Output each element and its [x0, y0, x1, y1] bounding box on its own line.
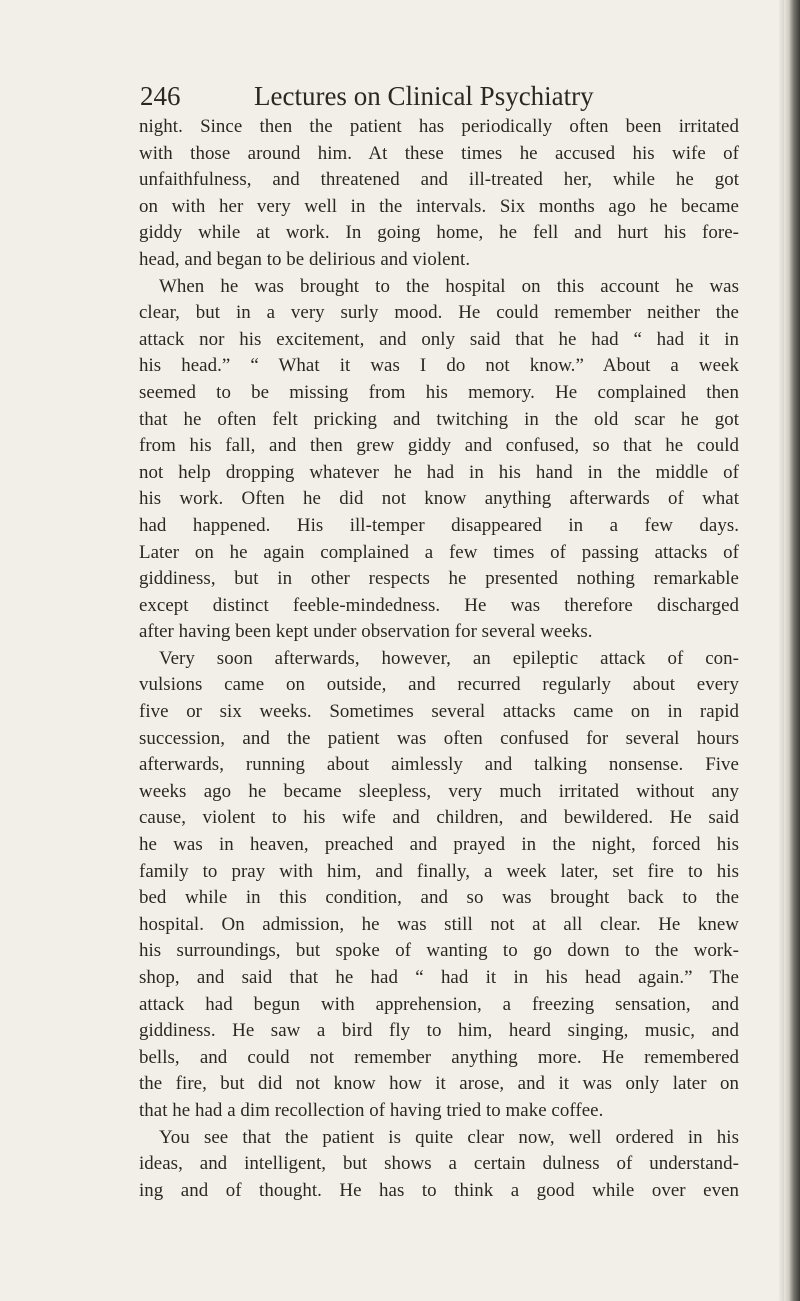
text-line: When he was brought to the hospital on this account he was [159, 275, 739, 297]
page-title: Lectures on Clinical Psychiatry [254, 81, 594, 111]
text-line: attack had begun with apprehension, a freezing sensation, and [139, 993, 739, 1015]
text-line: on with her very well in the intervals. Six months ago he became [139, 195, 739, 217]
text-line: that he had a dim recollection of having tried to make coffee. [139, 1099, 604, 1121]
text-line: the fire, but did not know how it arose, and it was only later on [139, 1073, 739, 1095]
text-line: he was in heaven, preached and prayed in the night, forced his [139, 834, 739, 856]
text-line: cause, violent to his wife and children, and bewildered. He said [139, 807, 739, 829]
text-line: head, and began to be delirious and violent. [139, 248, 471, 270]
page-number: 246 [140, 81, 181, 111]
text-line: from his fall, and then grew giddy and confused, so that he could [139, 435, 739, 457]
text-line: after having been kept under observation for several weeks. [139, 621, 593, 643]
text-line: vulsions came on outside, and recurred regularly about every [139, 674, 739, 696]
text-line: afterwards, running about aimlessly and talking nonsense. Five [139, 754, 739, 776]
text-line: unfaithfulness, and threatened and ill-treated her, while he got [139, 169, 739, 191]
text-line: ing and of thought. He has to think a good while over even [139, 1179, 739, 1201]
text-line: You see that the patient is quite clear now, well ordered in his [159, 1126, 739, 1148]
text-line: five or six weeks. Sometimes several attacks came on in rapid [139, 701, 739, 723]
text-line: his work. Often he did not know anything afterwards of what [139, 488, 739, 510]
running-head [140, 76, 740, 116]
text-line: bells, and could not remember anything more. He remembered [139, 1046, 739, 1068]
text-line: shop, and said that he had “ had it in his head again.” The [139, 967, 739, 988]
text-line: his head.” “ What it was I do not know.” About a week [139, 355, 739, 377]
text-line: had happened. His ill-temper disappeared in a few days. [139, 514, 739, 536]
text-line: giddy while at work. In going home, he fell and hurt his fore- [139, 222, 739, 244]
text-line: succession, and the patient was often confused for several hours [139, 727, 739, 749]
page-edge [784, 0, 800, 1301]
body-text [139, 114, 739, 1204]
text-line: family to pray with him, and finally, a week later, set fire to his [139, 860, 739, 882]
text-line: with those around him. At these times he accused his wife of [139, 142, 739, 164]
text-line: Very soon afterwards, however, an epileptic attack of con- [159, 647, 739, 669]
text-line: Later on he again complained a few times of passing attacks of [139, 541, 739, 563]
text-line: bed while in this condition, and so was brought back to the [139, 887, 739, 909]
text-line: hospital. On admission, he was still not at all clear. He knew [139, 913, 739, 935]
text-line: giddiness, but in other respects he presented nothing remarkable [139, 568, 739, 590]
text-line: clear, but in a very surly mood. He could remember neither the [139, 302, 739, 324]
text-line: night. Since then the patient has periodically often been irritated [139, 116, 739, 137]
text-line: that he often felt pricking and twitching in the old scar he got [139, 408, 739, 430]
text-line: giddiness. He saw a bird fly to him, heard singing, music, and [139, 1020, 739, 1042]
text-line: attack nor his excitement, and only said that he had “ had it in [139, 328, 739, 350]
text-line: ideas, and intelligent, but shows a certain dulness of understand- [139, 1153, 739, 1175]
text-line: weeks ago he became sleepless, very much irritated without any [139, 780, 739, 802]
text-line: his surroundings, but spoke of wanting to go down to the work- [139, 940, 739, 962]
text-line: not help dropping whatever he had in his hand in the middle of [139, 461, 739, 483]
text-line: seemed to be missing from his memory. He complained then [139, 381, 739, 403]
text-line: except distinct feeble-mindedness. He was therefore discharged [139, 594, 739, 616]
